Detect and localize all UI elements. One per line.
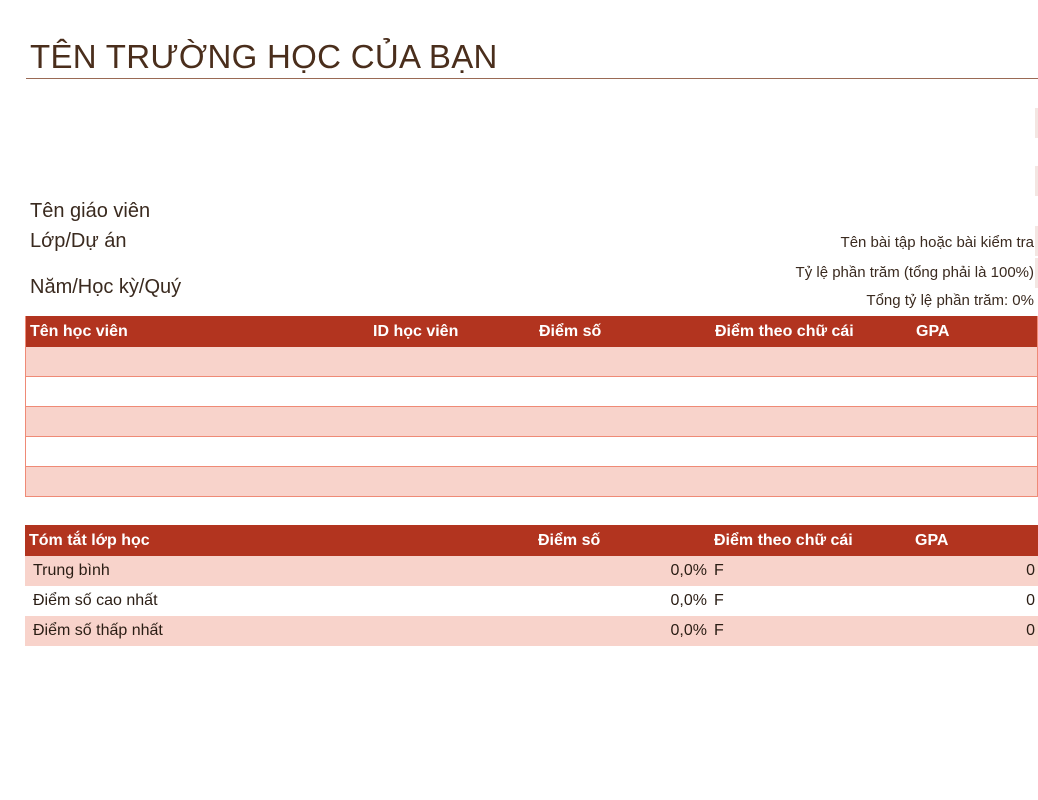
summary-table-header <box>25 525 1038 556</box>
summary-letter-grade: F <box>714 562 724 579</box>
column-header-score[interactable]: Điểm số <box>539 323 602 340</box>
summary-letter-grade: F <box>714 622 724 639</box>
summary-row-highest[interactable] <box>25 586 1038 616</box>
summary-gpa: 0 <box>1026 562 1035 579</box>
summary-score: 0,0% <box>670 562 707 579</box>
students-table <box>25 316 1038 497</box>
teacher-name-label[interactable]: Tên giáo viên <box>30 200 151 222</box>
total-percentage-label: Tổng tỷ lệ phần trăm: 0% <box>866 292 1034 309</box>
column-header-student-name[interactable]: Tên học viên <box>30 323 128 340</box>
column-header-summary-gpa[interactable]: GPA <box>915 532 949 549</box>
table-row[interactable] <box>26 437 1037 467</box>
summary-gpa: 0 <box>1026 592 1035 609</box>
title-divider <box>26 78 1038 79</box>
percentage-label[interactable]: Tỷ lệ phần trăm (tổng phải là 100%) <box>795 264 1034 281</box>
page-title[interactable]: TÊN TRƯỜNG HỌC CỦA BẠN <box>30 38 498 75</box>
summary-label: Trung bình <box>33 562 110 579</box>
column-header-summary-score[interactable]: Điểm số <box>538 532 601 549</box>
table-row[interactable] <box>26 347 1037 377</box>
summary-row-average[interactable] <box>25 556 1038 586</box>
summary-row-lowest[interactable] <box>25 616 1038 646</box>
table-row[interactable] <box>26 467 1037 497</box>
class-summary-table <box>25 525 1038 646</box>
summary-gpa: 0 <box>1026 622 1035 639</box>
summary-label: Điểm số cao nhất <box>33 592 158 609</box>
column-header-student-id[interactable]: ID học viên <box>373 323 459 340</box>
summary-score: 0,0% <box>670 622 707 639</box>
column-header-summary-letter-grade[interactable]: Điểm theo chữ cái <box>714 532 853 549</box>
table-row[interactable] <box>26 407 1037 437</box>
column-header-class-summary[interactable]: Tóm tắt lớp học <box>29 532 150 549</box>
summary-letter-grade: F <box>714 592 724 609</box>
summary-label: Điểm số thấp nhất <box>33 622 163 639</box>
summary-score: 0,0% <box>670 592 707 609</box>
column-header-gpa[interactable]: GPA <box>916 323 950 340</box>
term-label[interactable]: Năm/Học kỳ/Quý <box>30 276 182 298</box>
column-header-letter-grade[interactable]: Điểm theo chữ cái <box>715 323 854 340</box>
students-table-header <box>26 316 1037 347</box>
class-project-label[interactable]: Lớp/Dự án <box>30 230 127 252</box>
assignment-name-label[interactable]: Tên bài tập hoặc bài kiểm tra <box>840 234 1034 251</box>
table-row[interactable] <box>26 377 1037 407</box>
